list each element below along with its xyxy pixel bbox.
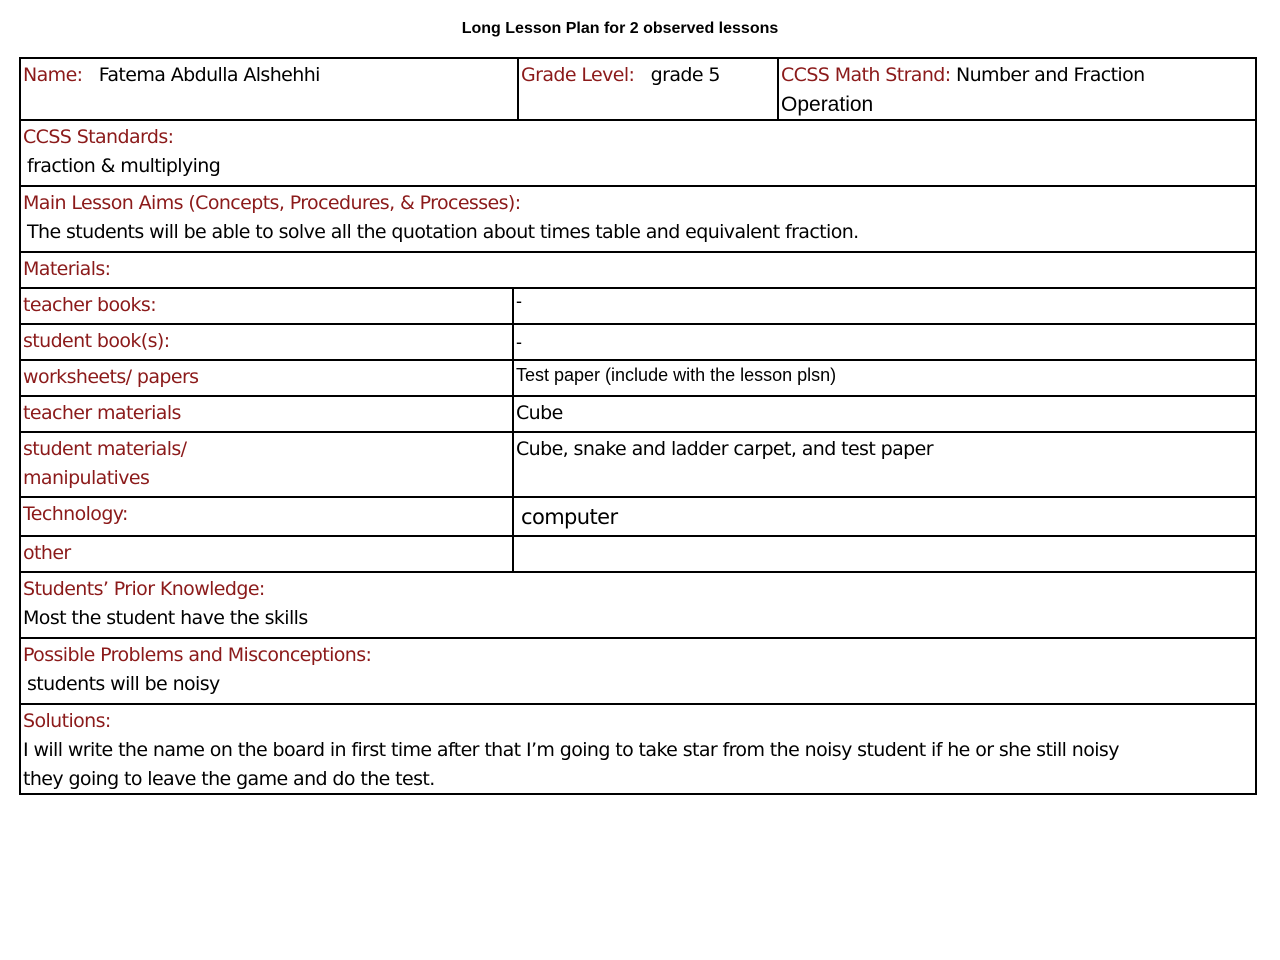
technology-label: Technology:	[23, 503, 128, 525]
standards-cell	[21, 121, 1255, 185]
strand-value: Number and Fraction	[955, 64, 1145, 86]
prior-knowledge-row	[21, 573, 1255, 639]
problems-row	[21, 639, 1255, 705]
solutions-cell	[21, 705, 1255, 793]
materials-row-student-materials	[21, 433, 1255, 498]
strand-label: CCSS Math Strand:	[781, 64, 951, 86]
materials-row-student-books	[21, 325, 1255, 361]
teacher-materials-value: Cube	[512, 397, 1255, 431]
solutions-label: Solutions:	[23, 710, 111, 732]
prior-knowledge-cell	[21, 573, 1255, 637]
problems-value: students will be noisy	[27, 673, 220, 695]
solutions-value-line2: they going to leave the game and do the test.	[23, 768, 435, 790]
materials-cell	[21, 253, 1255, 287]
materials-label: Materials:	[23, 258, 111, 280]
student-books-label: student book(s):	[23, 330, 170, 352]
aims-value: The students will be able to solve all the quotation about times table and equivalent fraction.	[27, 221, 859, 243]
grade-value: grade 5	[650, 64, 720, 86]
grade-label: Grade Level:	[521, 64, 635, 86]
student-materials-value: Cube, snake and ladder carpet, and test paper	[512, 433, 1255, 496]
materials-row-teacher-books	[21, 289, 1255, 325]
name-label: Name:	[23, 64, 83, 86]
name-value: Fatema Abdulla Alshehhi	[98, 64, 320, 86]
grade-cell	[517, 59, 777, 119]
aims-cell	[21, 187, 1255, 251]
standards-value: fraction & multiplying	[27, 155, 221, 177]
student-materials-label	[21, 433, 512, 496]
other-label: other	[23, 542, 71, 564]
prior-knowledge-value: Most the student have the skills	[23, 607, 308, 629]
materials-row-worksheets	[21, 361, 1255, 397]
other-value	[512, 537, 1255, 571]
standards-row	[21, 121, 1255, 187]
strand-value-line2: Operation	[781, 93, 874, 116]
problems-label: Possible Problems and Misconceptions:	[23, 644, 372, 666]
student-materials-label-line1: student materials/	[23, 438, 187, 460]
problems-cell	[21, 639, 1255, 703]
lesson-plan-table	[19, 57, 1257, 795]
worksheets-label: worksheets/ papers	[23, 366, 199, 388]
strand-cell	[777, 59, 1255, 119]
name-cell	[21, 59, 517, 119]
document-title: Long Lesson Plan for 2 observed lessons	[461, 20, 779, 37]
teacher-books-value: -	[512, 289, 1255, 323]
student-books-value: -	[512, 325, 1255, 359]
materials-row-teacher-materials	[21, 397, 1255, 433]
solutions-value-line1: I will write the name on the board in first time after that I’m going to take star from the noisy student if he or she still noisy	[23, 739, 1119, 761]
materials-header-row	[21, 253, 1255, 289]
header-row	[21, 59, 1255, 121]
aims-row	[21, 187, 1255, 253]
materials-row-technology	[21, 498, 1255, 537]
student-materials-label-line2: manipulatives	[23, 467, 150, 489]
teacher-books-label: teacher books:	[23, 294, 157, 316]
materials-row-other	[21, 537, 1255, 573]
standards-label: CCSS Standards:	[23, 126, 174, 148]
teacher-materials-label: teacher materials	[23, 402, 181, 424]
aims-label: Main Lesson Aims (Concepts, Procedures, & Processes):	[23, 192, 521, 214]
worksheets-value: Test paper (include with the lesson plsn)	[512, 361, 1255, 395]
solutions-row	[21, 705, 1255, 793]
technology-value: computer	[512, 498, 1255, 535]
prior-knowledge-label: Students’ Prior Knowledge:	[23, 578, 265, 600]
